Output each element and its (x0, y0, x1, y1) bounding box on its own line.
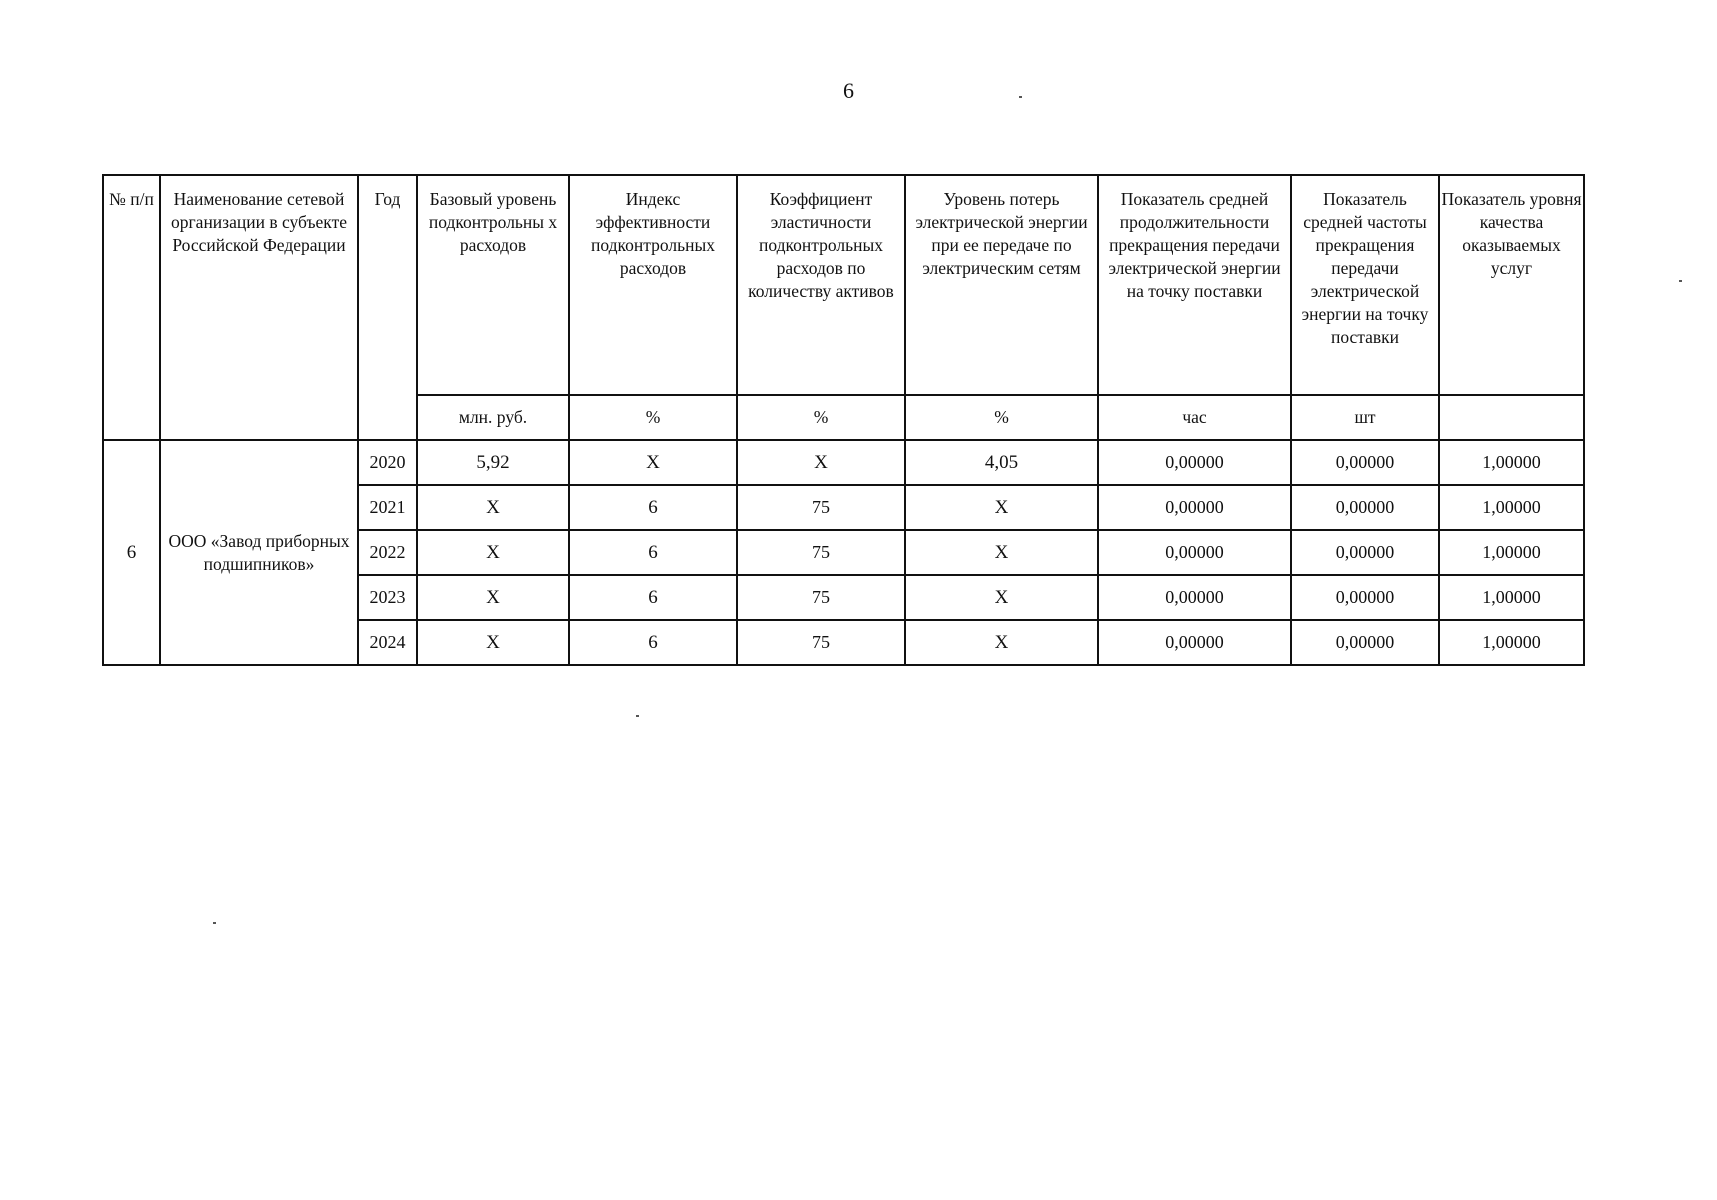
unit-loss-level: % (905, 395, 1098, 440)
cell-year: 2023 (358, 575, 417, 620)
cell-saidi: 0,00000 (1098, 620, 1291, 665)
header-saifi: Показатель средней частоты прекращения передачи электрической энергии на точку поставки (1291, 175, 1439, 395)
cell-efficiency-index: X (569, 440, 737, 485)
cell-efficiency-index: 6 (569, 530, 737, 575)
cell-quality: 1,00000 (1439, 530, 1584, 575)
unit-saidi: час (1098, 395, 1291, 440)
page-number: 6 (843, 78, 854, 103)
cell-elasticity-coef: 75 (737, 620, 905, 665)
header-row (103, 175, 1584, 395)
cell-saifi: 0,00000 (1291, 620, 1439, 665)
cell-saifi: 0,00000 (1291, 530, 1439, 575)
header-quality: Показатель уровня качества оказываемых услуг (1439, 175, 1584, 395)
header-saidi: Показатель средней продолжительности прекращения передачи электрической энергии на точку поставки (1098, 175, 1291, 395)
cell-elasticity-coef: 75 (737, 575, 905, 620)
org-num: 6 (103, 440, 160, 665)
cell-loss-level: X (905, 575, 1098, 620)
cell-saidi: 0,00000 (1098, 530, 1291, 575)
cell-elasticity-coef: X (737, 440, 905, 485)
cell-year: 2020 (358, 440, 417, 485)
cell-efficiency-index: 6 (569, 485, 737, 530)
cell-saidi: 0,00000 (1098, 440, 1291, 485)
cell-base-costs: X (417, 530, 569, 575)
cell-year: 2024 (358, 620, 417, 665)
cell-year: 2021 (358, 485, 417, 530)
cell-base-costs: X (417, 620, 569, 665)
cell-elasticity-coef: 75 (737, 485, 905, 530)
table-row (103, 440, 1584, 485)
cell-loss-level: X (905, 485, 1098, 530)
header-year: Год (358, 175, 417, 440)
scan-speck (1019, 96, 1022, 98)
cell-saidi: 0,00000 (1098, 575, 1291, 620)
cell-quality: 1,00000 (1439, 440, 1584, 485)
unit-base-costs: млн. руб. (417, 395, 569, 440)
scan-speck (1679, 280, 1682, 282)
cell-loss-level: X (905, 620, 1098, 665)
unit-quality (1439, 395, 1584, 440)
cell-saifi: 0,00000 (1291, 440, 1439, 485)
cell-loss-level: X (905, 530, 1098, 575)
unit-saifi: шт (1291, 395, 1439, 440)
cell-elasticity-coef: 75 (737, 530, 905, 575)
header-loss-level: Уровень потерь электрической энергии при ее передаче по электрическим сетям (905, 175, 1098, 395)
header-elasticity-coef: Коэффициент эластичности подконтрольных расходов по количеству активов (737, 175, 905, 395)
header-efficiency-index: Индекс эффективности подконтрольных расходов (569, 175, 737, 395)
cell-saifi: 0,00000 (1291, 485, 1439, 530)
org-name: ООО «Завод приборных подшипников» (160, 440, 358, 665)
cell-saidi: 0,00000 (1098, 485, 1291, 530)
cell-base-costs: X (417, 485, 569, 530)
cell-quality: 1,00000 (1439, 575, 1584, 620)
header-num: № п/п (103, 175, 160, 440)
unit-efficiency-index: % (569, 395, 737, 440)
cell-quality: 1,00000 (1439, 620, 1584, 665)
cell-loss-level: 4,05 (905, 440, 1098, 485)
cell-base-costs: 5,92 (417, 440, 569, 485)
cell-year: 2022 (358, 530, 417, 575)
unit-elasticity-coef: % (737, 395, 905, 440)
cell-efficiency-index: 6 (569, 575, 737, 620)
scan-speck (213, 922, 216, 924)
cell-quality: 1,00000 (1439, 485, 1584, 530)
header-org-name: Наименование сетевой организации в субъекте Российской Федерации (160, 175, 358, 440)
indicators-table (102, 174, 1585, 666)
cell-efficiency-index: 6 (569, 620, 737, 665)
cell-saifi: 0,00000 (1291, 575, 1439, 620)
header-base-costs: Базовый уровень подконтрольны х расходов (417, 175, 569, 395)
scan-speck (636, 715, 639, 717)
cell-base-costs: X (417, 575, 569, 620)
